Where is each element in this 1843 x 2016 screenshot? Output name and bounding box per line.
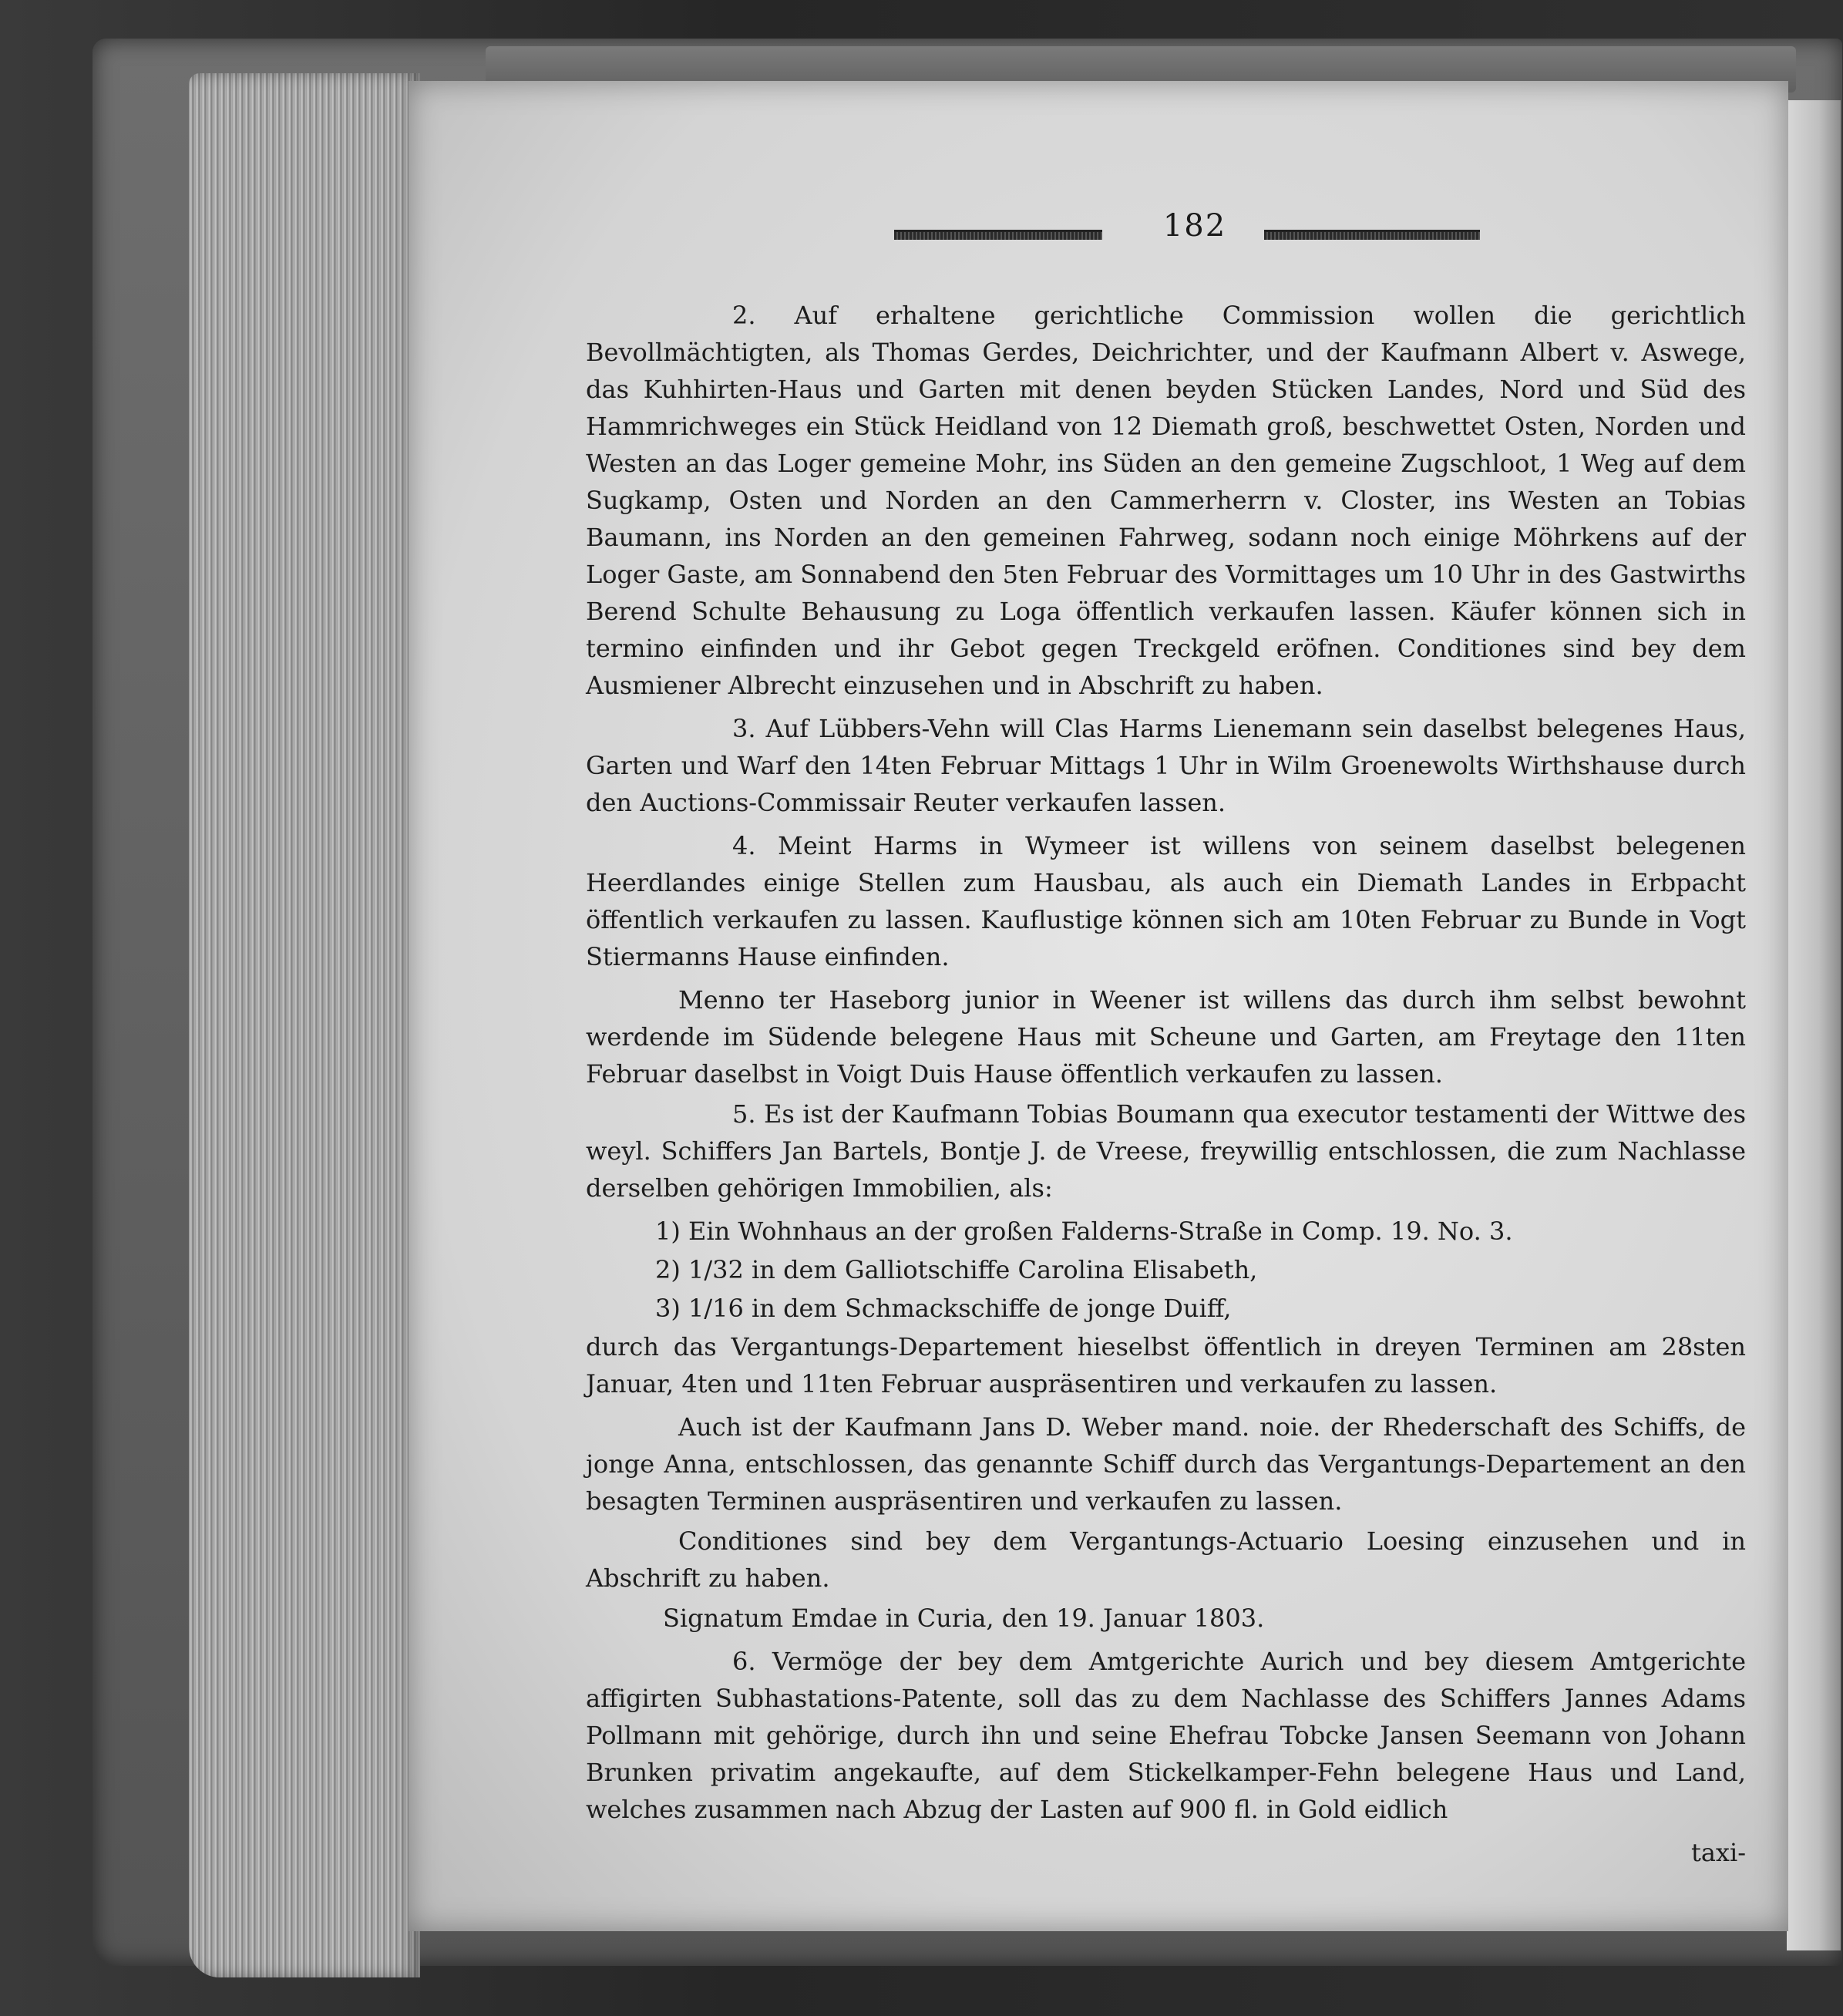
catchword: taxi- [1690, 1838, 1746, 1867]
paragraph-5: 5. Es ist der Kaufmann Tobias Boumann qua executor testamenti der Wittwe des weyl. Schiffers Jan Bartels, Bontje J. de Vreese, freywillig entschlossen, die zum Nachlasse derselben gehörigen Immobilien, als: [586, 1099, 1746, 1203]
page-body [586, 297, 1746, 1871]
page-header [894, 208, 1480, 254]
paragraph-5d: Conditiones sind bey dem Vergantungs-Actuario Loesing einzusehen und in Abschrift zu haben. [586, 1526, 1746, 1593]
list-item: 2) 1/32 in dem Galliotschiffe Carolina Elisabeth, [655, 1255, 1258, 1284]
immobilien-list [586, 1213, 1746, 1327]
list-item: 1) Ein Wohnhaus an der großen Falderns-Straße in Comp. 19. No. 3. [655, 1217, 1513, 1246]
page-edges-stack [189, 73, 420, 1977]
signature-line: Signatum Emdae in Curia, den 19. Januar 1803. [663, 1604, 1265, 1633]
paragraph-4b: Menno ter Haseborg junior in Weener ist willens das durch ihm selbst bewohnt werdende im Südende belegene Haus mit Scheune und Garten, am Freytage den 11ten Februar daselbst in Voigt Duis Hause öffentlich verkaufen zu lassen. [586, 985, 1746, 1089]
paragraph-6: 6. Vermöge der bey dem Amtgerichte Aurich und bey diesem Amtgerichte affigirten Subhastations-Patente, soll das zu dem Nachlasse des Schiffers Jannes Adams Pollmann mit gehörige, durch ihn und seine Ehefrau Tobcke Jansen Seemann von Johann Brunken privatim angekaufte, auf dem Stickelkamper-Fehn belegene Haus und Land, welches zusammen nach Abzug der Lasten auf 900 fl. in Gold eidlich [586, 1647, 1746, 1824]
list-item: 3) 1/16 in dem Schmackschiffe de jonge Duiff, [655, 1294, 1232, 1323]
header-rule-left [894, 230, 1102, 240]
header-rule-right [1264, 230, 1480, 240]
next-page-edge [1787, 100, 1841, 1950]
paragraph-5b: durch das Vergantungs-Departement hieselbst öffentlich in dreyen Terminen am 28sten Januar, 4ten und 11ten Februar auspräsentiren und verkaufen zu lassen. [586, 1332, 1746, 1398]
paragraph-4: 4. Meint Harms in Wymeer ist willens von seinem daselbst belegenen Heerdlandes einige Stellen zum Hausbau, als auch ein Diemath Landes in Erbpacht öffentlich verkaufen zu lassen. Kauflustige können sich am 10ten Februar zu Bunde in Vogt Stiermanns Hause einfinden. [586, 831, 1746, 971]
paragraph-5c: Auch ist der Kaufmann Jans D. Weber mand. noie. der Rhederschaft des Schiffs, de jonge Anna, entschlossen, das genannte Schiff durch das Vergantungs-Departement an den besagten Terminen auspräsentiren und verkaufen zu lassen. [586, 1412, 1746, 1516]
paragraph-3: 3. Auf Lübbers-Vehn will Clas Harms Lienemann sein daselbst belegenes Haus, Garten und Warf den 14ten Februar Mittags 1 Uhr in Wilm Groenewolts Wirthshause durch den Auctions-Commissair Reuter verkaufen lassen. [586, 714, 1746, 817]
page-number: 182 [1162, 208, 1227, 244]
paragraph-2: 2. Auf erhaltene gerichtliche Commission wollen die gerichtlich Bevollmächtigten, als Thomas Gerdes, Deichrichter, und der Kaufmann Albert v. Aswege, das Kuhhirten-Haus und Garten mit denen beyden Stücken Landes, Nord und Süd des Hammrichweges ein Stück Heidland von 12 Diemath groß, beschwettet Osten, Norden und Westen an das Loger gemeine Mohr, ins Süden an den gemeine Zugschloot, 1 Weg auf dem Sugkamp, Osten und Norden an den Cammerherrn v. Closter, ins Westen an Tobias Baumann, ins Norden an den gemeinen Fahrweg, sodann noch einige Möhrkens auf der Loger Gaste, am Sonnabend den 5ten Februar des Vormittages um 10 Uhr in des Gastwirths Berend Schulte Behausung zu Loga öffentlich verkaufen lassen. Käufer können sich in termino einfinden und ihr Gebot gegen Treckgeld eröfnen. Conditiones sind bey dem Ausmiener Albrecht einzusehen und in Abschrift zu haben. [586, 301, 1746, 700]
